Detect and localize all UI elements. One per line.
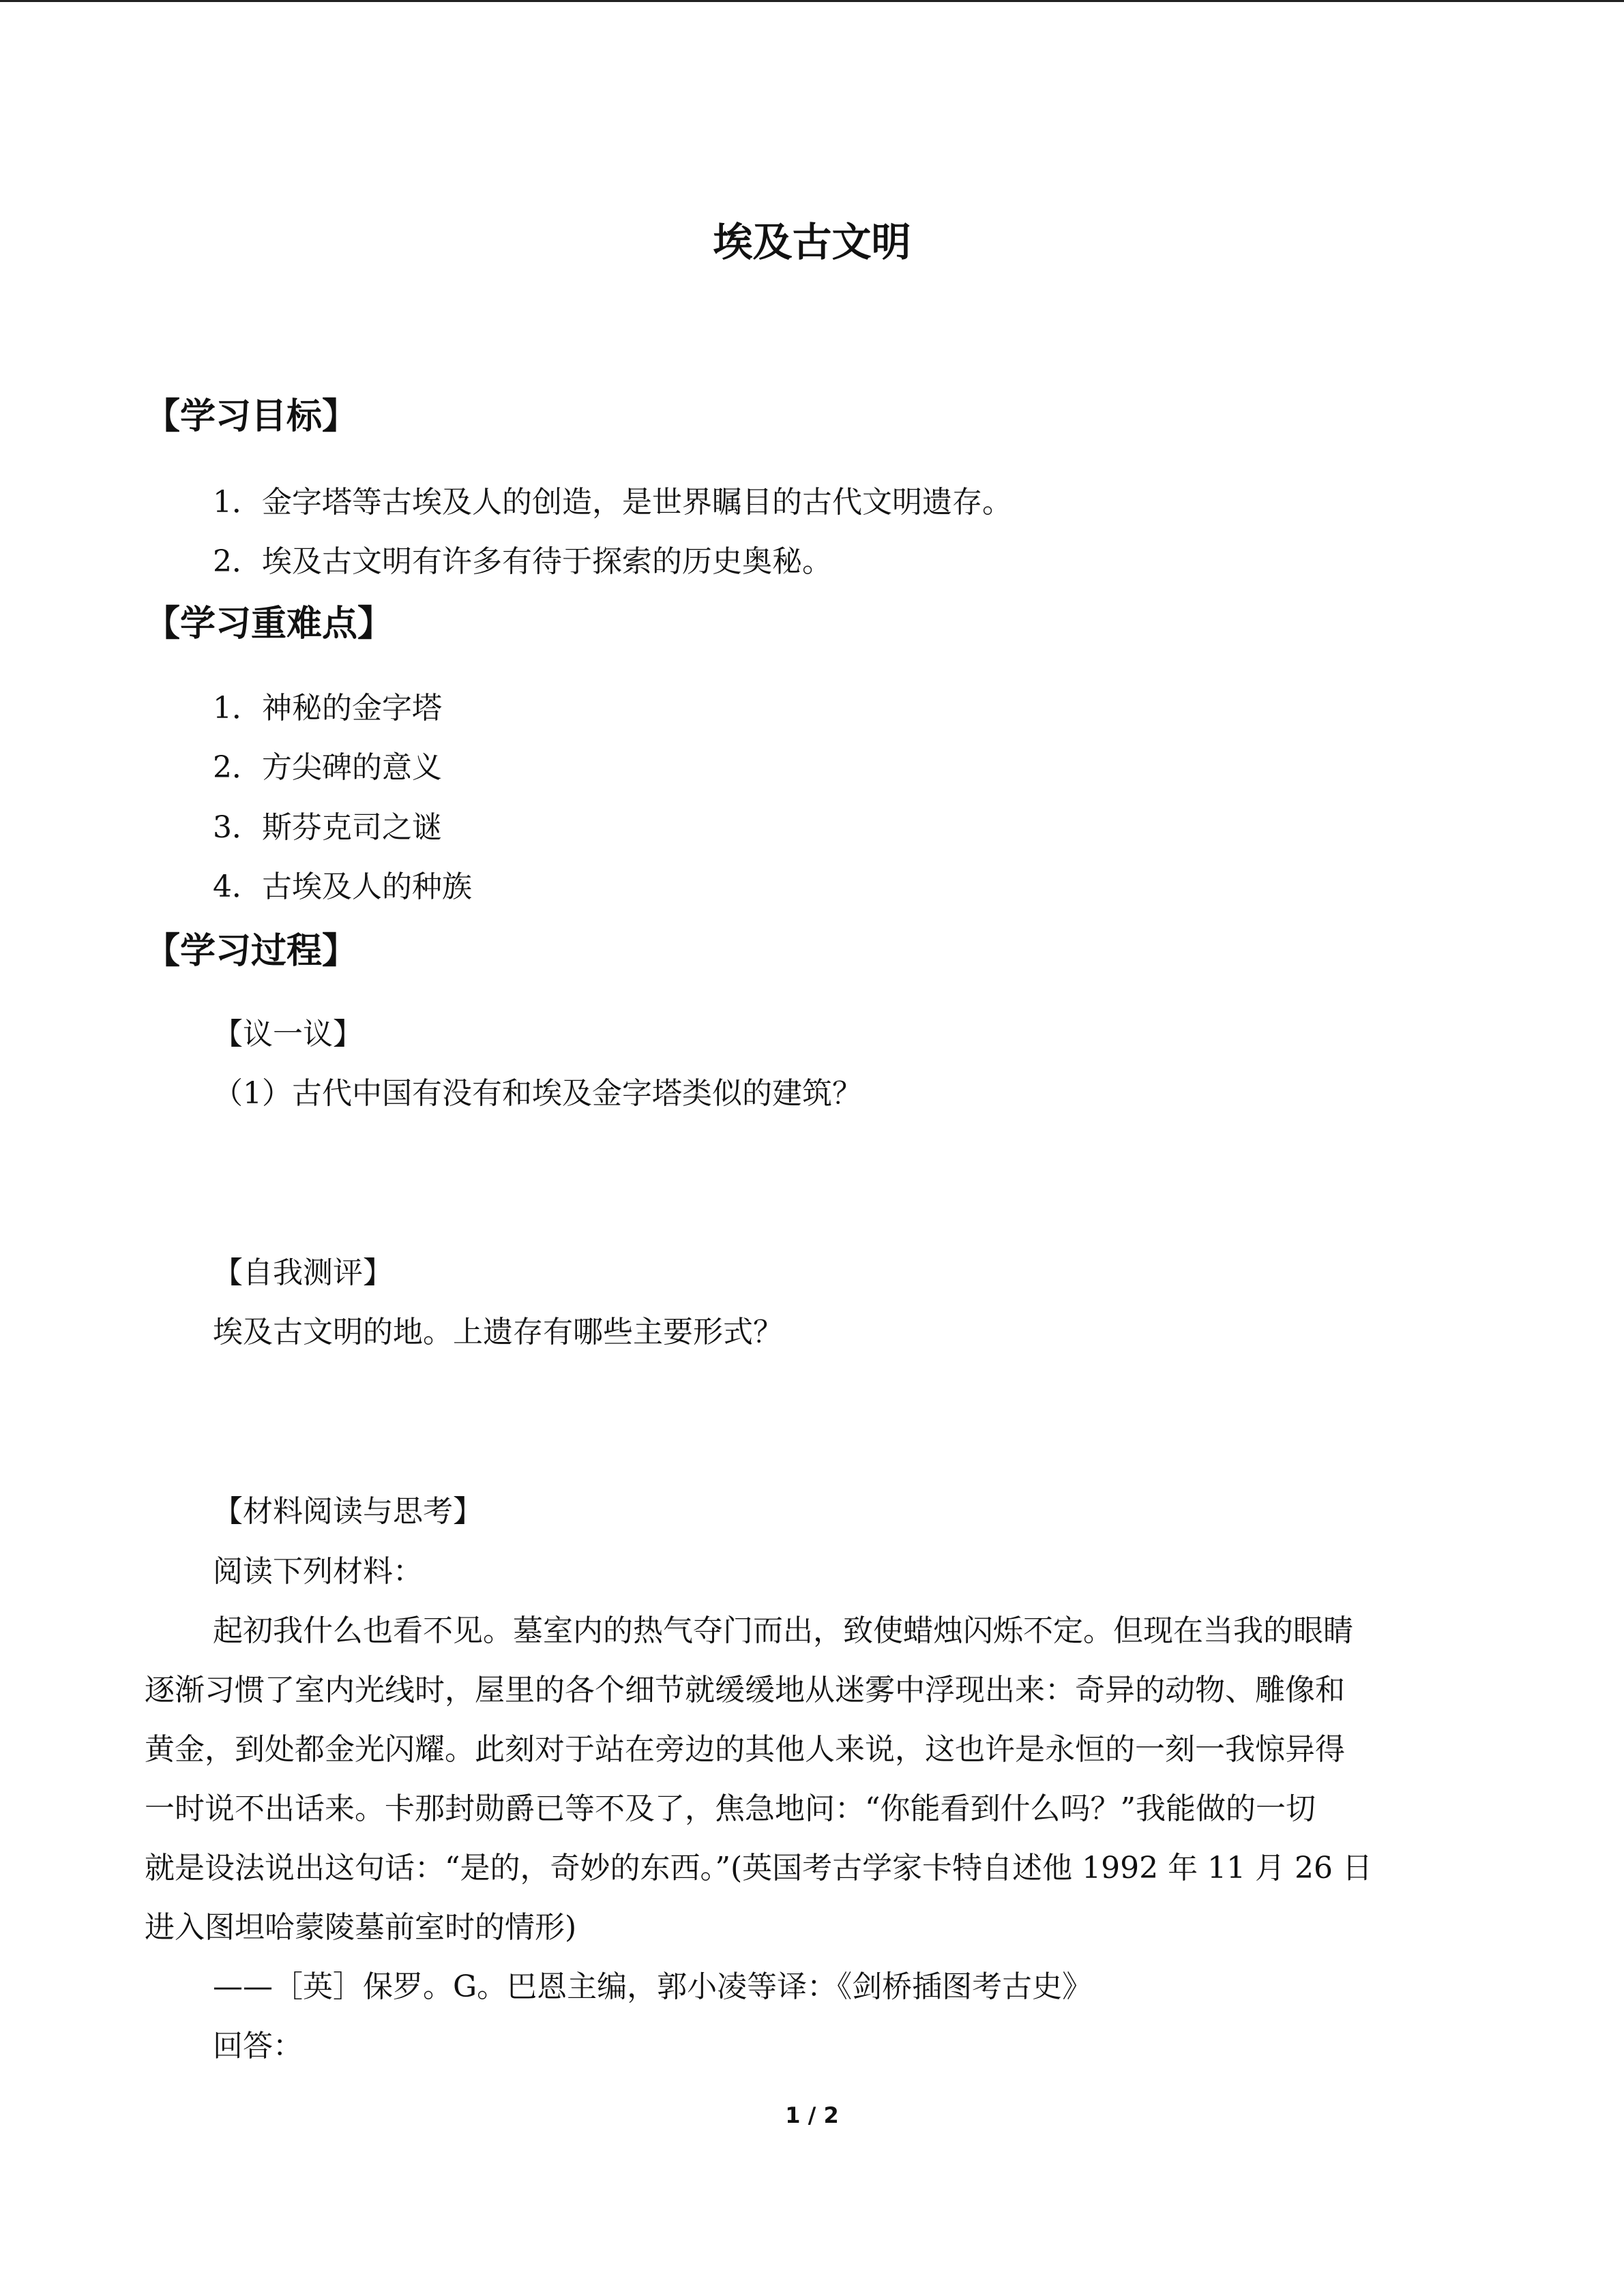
- passage-line-3: 黄金，到处都金光闪耀。此刻对于站在旁边的其他人来说，这也许是永恒的一刻一我惊异得: [145, 1732, 1345, 1767]
- top-border-line: [0, 0, 1624, 2]
- key-point-item-2: 2．方尖碑的意义: [213, 750, 442, 785]
- section-heading-goals: 【学习目标】: [145, 396, 358, 437]
- passage-line-1: 起初我什么也看不见。墓室内的热气夺门而出，致使蜡烛闪烁不定。但现在当我的眼睛: [213, 1613, 1353, 1648]
- key-point-item-1: 1．神秘的金字塔: [213, 691, 442, 726]
- passage-line-6: 进入图坦哈蒙陵墓前室时的情形): [145, 1910, 577, 1945]
- citation: ——［英］保罗。G。巴恩主编，郭小凌等译：《剑桥插图考古史》: [213, 1969, 1093, 2004]
- answer-label: 回答：: [213, 2029, 303, 2063]
- page-number: 1 / 2: [785, 2102, 839, 2128]
- goal-item-1: 1．金字塔等古埃及人的创造，是世界瞩目的古代文明遗存。: [213, 485, 1012, 520]
- passage-line-5: 就是设法说出这句话：“是的，奇妙的东西。”(英国考古学家卡特自述他 1992 年 11 月 26 日: [145, 1851, 1373, 1885]
- passage-line-2: 逐渐习惯了室内光线时，屋里的各个细节就缓缓地从迷雾中浮现出来：奇异的动物、雕像和: [145, 1673, 1345, 1708]
- section-heading-key-points: 【学习重难点】: [145, 603, 394, 644]
- self-test-label: 【自我测评】: [213, 1255, 393, 1290]
- reading-intro: 阅读下列材料：: [213, 1554, 423, 1589]
- section-heading-process: 【学习过程】: [145, 931, 358, 972]
- passage-line-4: 一时说不出话来。卡那封勋爵已等不及了，焦急地问：“你能看到什么吗？”我能做的一切: [145, 1791, 1316, 1826]
- reading-label: 【材料阅读与思考】: [213, 1494, 483, 1529]
- self-test-question: 埃及古文明的地。上遗存有哪些主要形式？: [213, 1315, 783, 1350]
- discuss-label: 【议一议】: [213, 1017, 363, 1052]
- goal-item-2: 2．埃及古文明有许多有待于探索的历史奥秘。: [213, 544, 832, 579]
- key-point-item-3: 3．斯芬克司之谜: [213, 810, 442, 845]
- key-point-item-4: 4．古埃及人的种族: [213, 869, 472, 904]
- discuss-question: （1）古代中国有没有和埃及金字塔类似的建筑？: [213, 1076, 862, 1111]
- document-title: 埃及古文明: [713, 219, 911, 265]
